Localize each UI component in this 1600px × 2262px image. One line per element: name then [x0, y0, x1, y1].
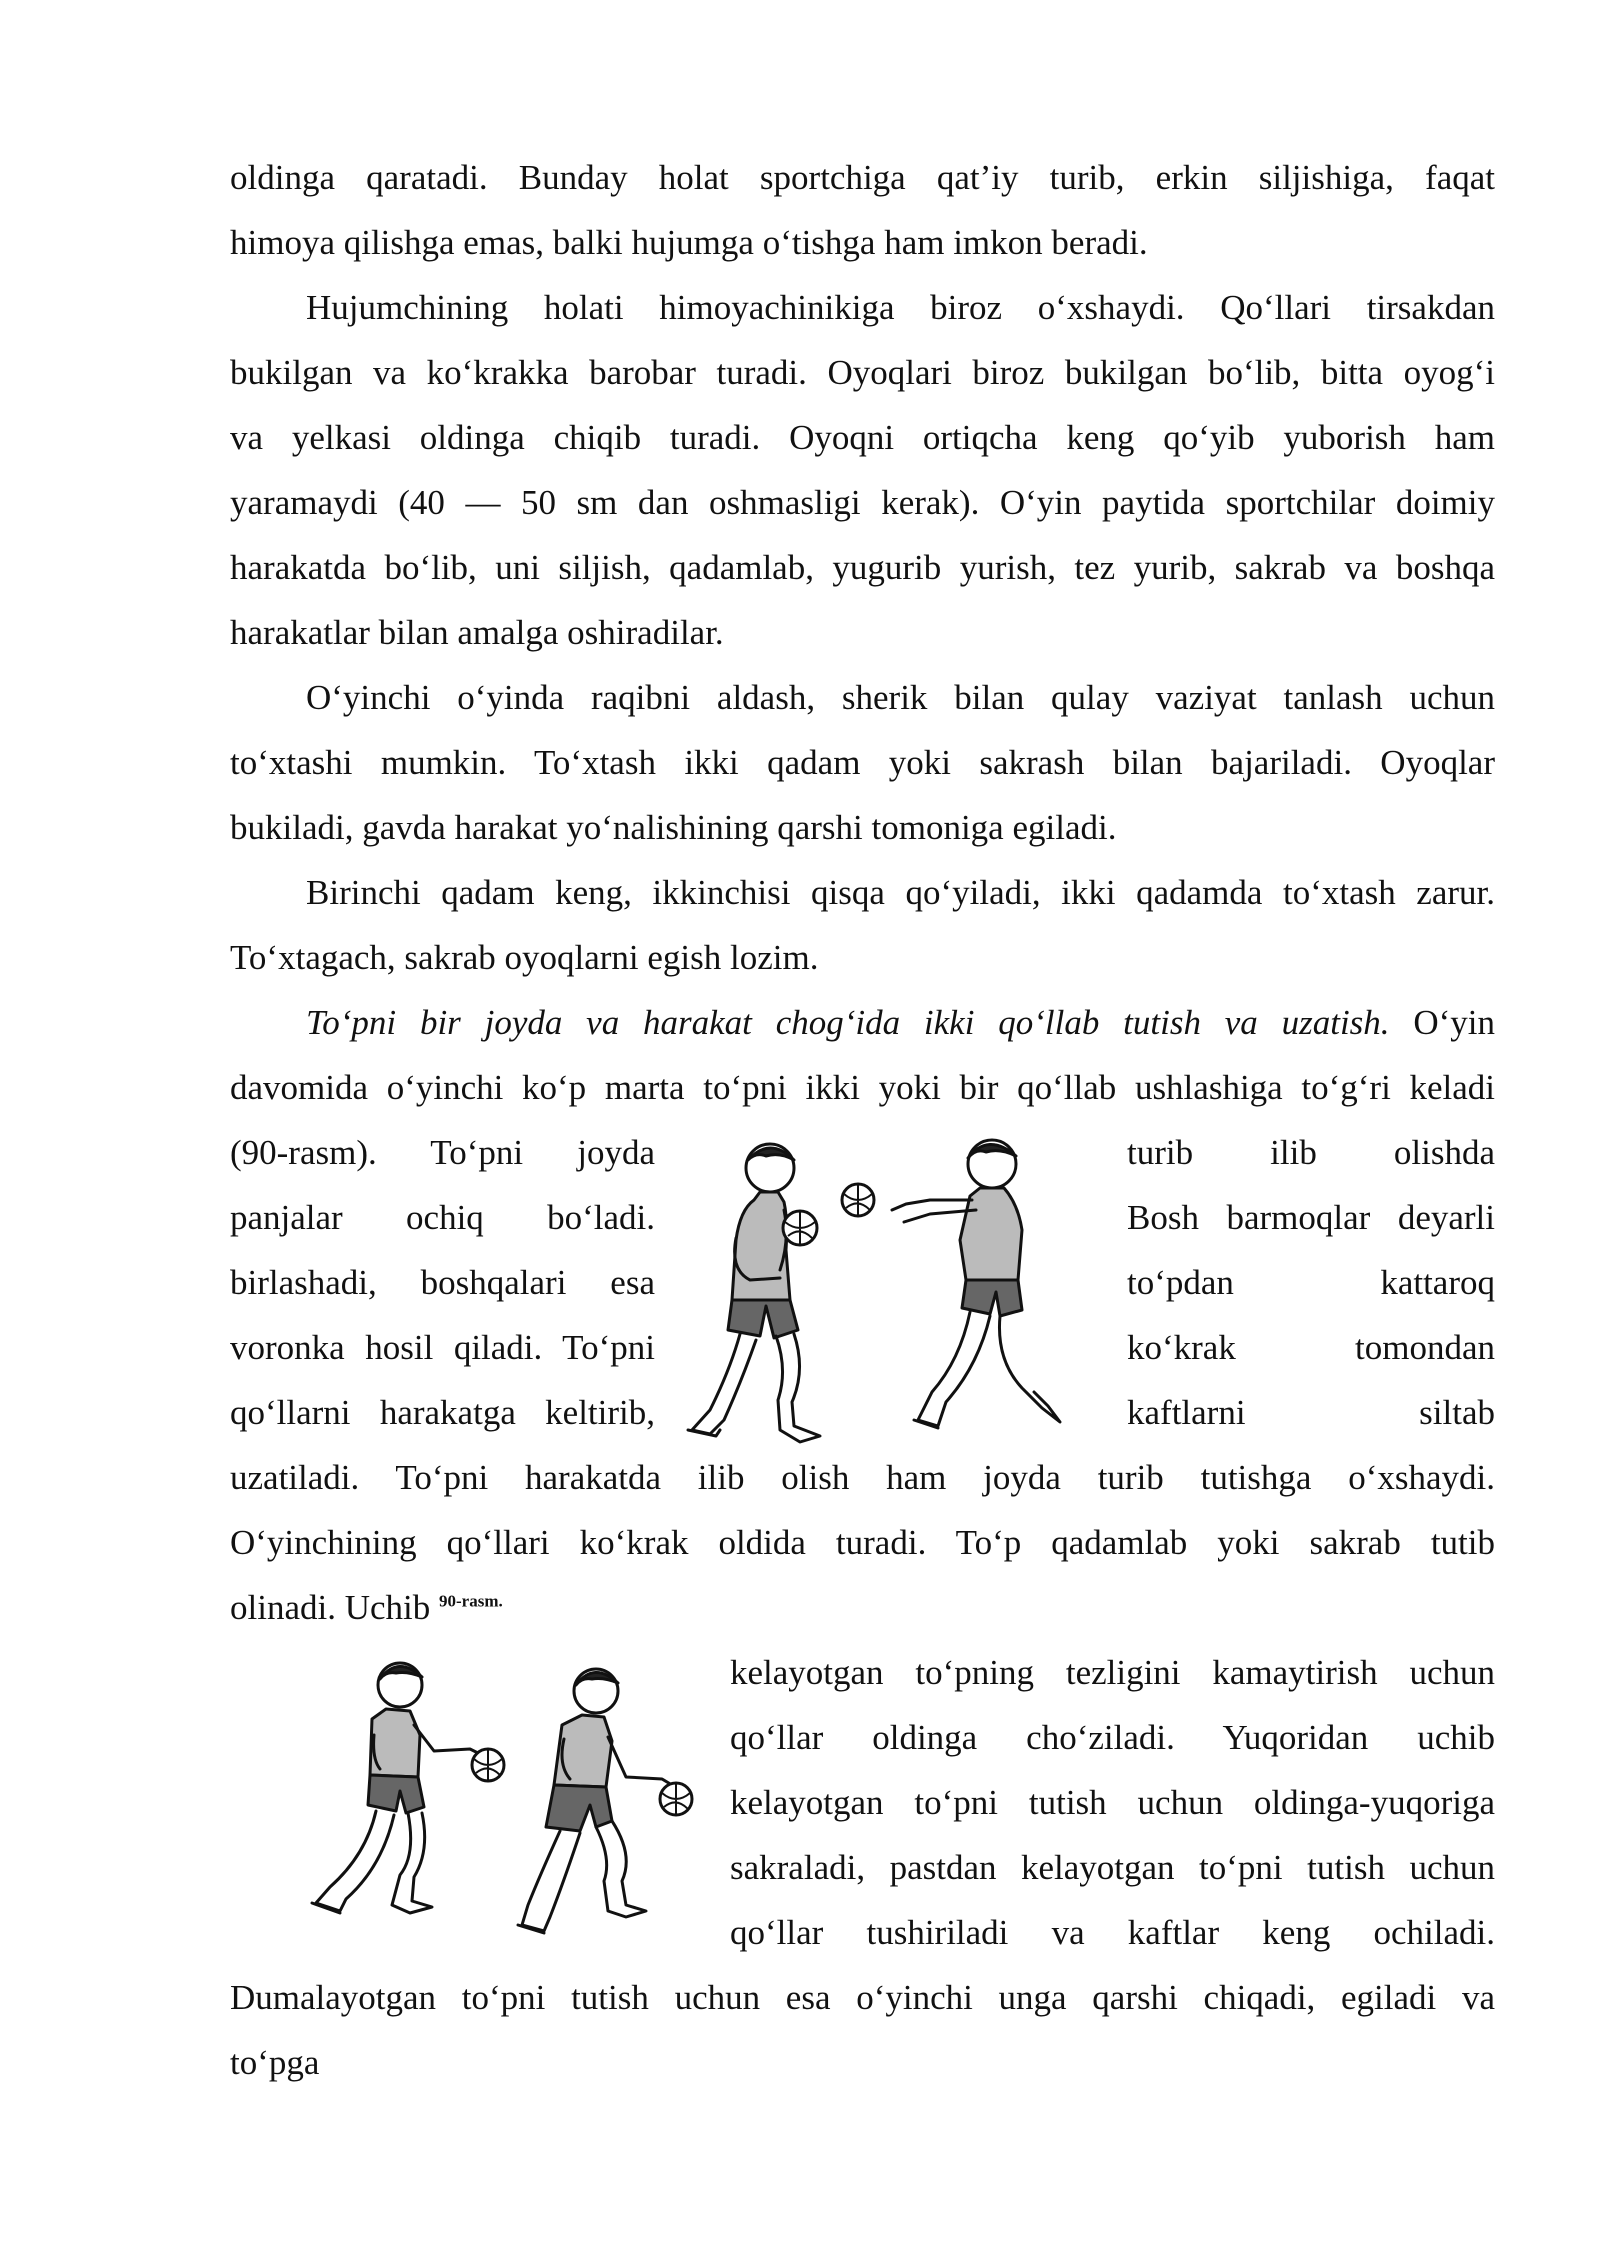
text-line: to‘xtashi mumkin. To‘xtash ikki qadam yoki sakrash bilan bajariladi. Oyoqlar — [230, 743, 1495, 782]
text-line: to‘pga — [230, 2043, 320, 2082]
text-line-left: qo‘llarni harakatga keltirib, — [230, 1393, 655, 1432]
section-heading-line — [306, 1003, 1495, 1043]
text-line: yaramaydi (40 — 50 sm dan oshmasligi kerak). O‘yin paytida sportchilar doimiy — [230, 483, 1495, 522]
text-line-left: voronka hosil qiladi. To‘pni — [230, 1328, 655, 1367]
text-line-right: sakraladi, pastdan kelayotgan to‘pni tutish uchun — [730, 1848, 1495, 1887]
text-line: Birinchi qadam keng, ikkinchisi qisqa qo‘yiladi, ikki qadamda to‘xtash zarur. — [306, 873, 1495, 912]
text-line: O‘yinchining qo‘llari ko‘krak oldida turadi. To‘p qadamlab yoki sakrab tutib — [230, 1523, 1495, 1562]
text-line-left: (90-rasm). To‘pni joyda — [230, 1133, 655, 1172]
text-line: To‘xtagach, sakrab oyoqlarni egish lozim. — [230, 938, 819, 977]
text-line: himoya qilishga emas, balki hujumga o‘tishga ham imkon beradi. — [230, 223, 1148, 262]
text-fragment: olinadi. Uchib — [230, 1588, 439, 1627]
italic-heading: To‘pni bir joyda va harakat chog‘ida ikki qo‘llab tutish va uzatish. — [306, 1003, 1390, 1042]
text-line: harakatlar bilan amalga oshiradilar. — [230, 613, 724, 652]
text-line: davomida o‘yinchi ko‘p marta to‘pni ikki yoki bir qo‘llab ushlashiga to‘g‘ri keladi — [230, 1068, 1495, 1107]
text-line-right: ko‘krak tomondan — [1127, 1328, 1495, 1367]
text-line-right: kelayotgan to‘pning tezligini kamaytirish uchun — [730, 1653, 1495, 1692]
text-line: va yelkasi oldinga chiqib turadi. Oyoqni ortiqcha keng qo‘yib yuborish ham — [230, 418, 1495, 457]
text-line-right: Bosh barmoqlar deyarli — [1127, 1198, 1495, 1237]
illustration-low-catch-players — [300, 1655, 700, 1945]
text-line: O‘yinchi o‘yinda raqibni aldash, sherik bilan qulay vaziyat tanlash uchun — [306, 678, 1495, 717]
illustration-passing-players — [670, 1130, 1110, 1460]
text-line-left: birlashadi, boshqalari esa — [230, 1263, 655, 1302]
text-line-right: qo‘llar tushiriladi va kaftlar keng ochiladi. — [730, 1913, 1495, 1952]
text-line-with-caption — [230, 1588, 1495, 1628]
figure-caption: 90-rasm. — [439, 1591, 503, 1611]
text-line-right: turib ilib olishda — [1127, 1133, 1495, 1172]
text-line-right: to‘pdan kattaroq — [1127, 1263, 1495, 1302]
text-line-right: kaftlarni siltab — [1127, 1393, 1495, 1432]
text-line: harakatda bo‘lib, uni siljish, qadamlab, yugurib yurish, tez yurib, sakrab va boshqa — [230, 548, 1495, 587]
text-line: oldinga qaratadi. Bunday holat sportchiga qat’iy turib, erkin siljishiga, faqat — [230, 158, 1495, 197]
text-line-right: qo‘llar oldinga cho‘ziladi. Yuqoridan uchib — [730, 1718, 1495, 1757]
text-line-right: kelayotgan to‘pni tutish uchun oldinga-yuqoriga — [730, 1783, 1495, 1822]
text-line: Dumalayotgan to‘pni tutish uchun esa o‘yinchi unga qarshi chiqadi, egiladi va — [230, 1978, 1495, 2017]
text-line: Hujumchining holati himoyachinikiga biroz o‘xshaydi. Qo‘llari tirsakdan — [306, 288, 1495, 327]
heading-continuation: O‘yin — [1389, 1003, 1496, 1042]
text-line: bukilgan va ko‘krakka barobar turadi. Oyoqlari biroz bukilgan bo‘lib, bitta oyog‘i — [230, 353, 1495, 392]
text-line: uzatiladi. To‘pni harakatda ilib olish ham joyda turib tutishga o‘xshaydi. — [230, 1458, 1495, 1497]
text-line: bukiladi, gavda harakat yo‘nalishining qarshi tomoniga egiladi. — [230, 808, 1117, 847]
text-line-left: panjalar ochiq bo‘ladi. — [230, 1198, 655, 1237]
